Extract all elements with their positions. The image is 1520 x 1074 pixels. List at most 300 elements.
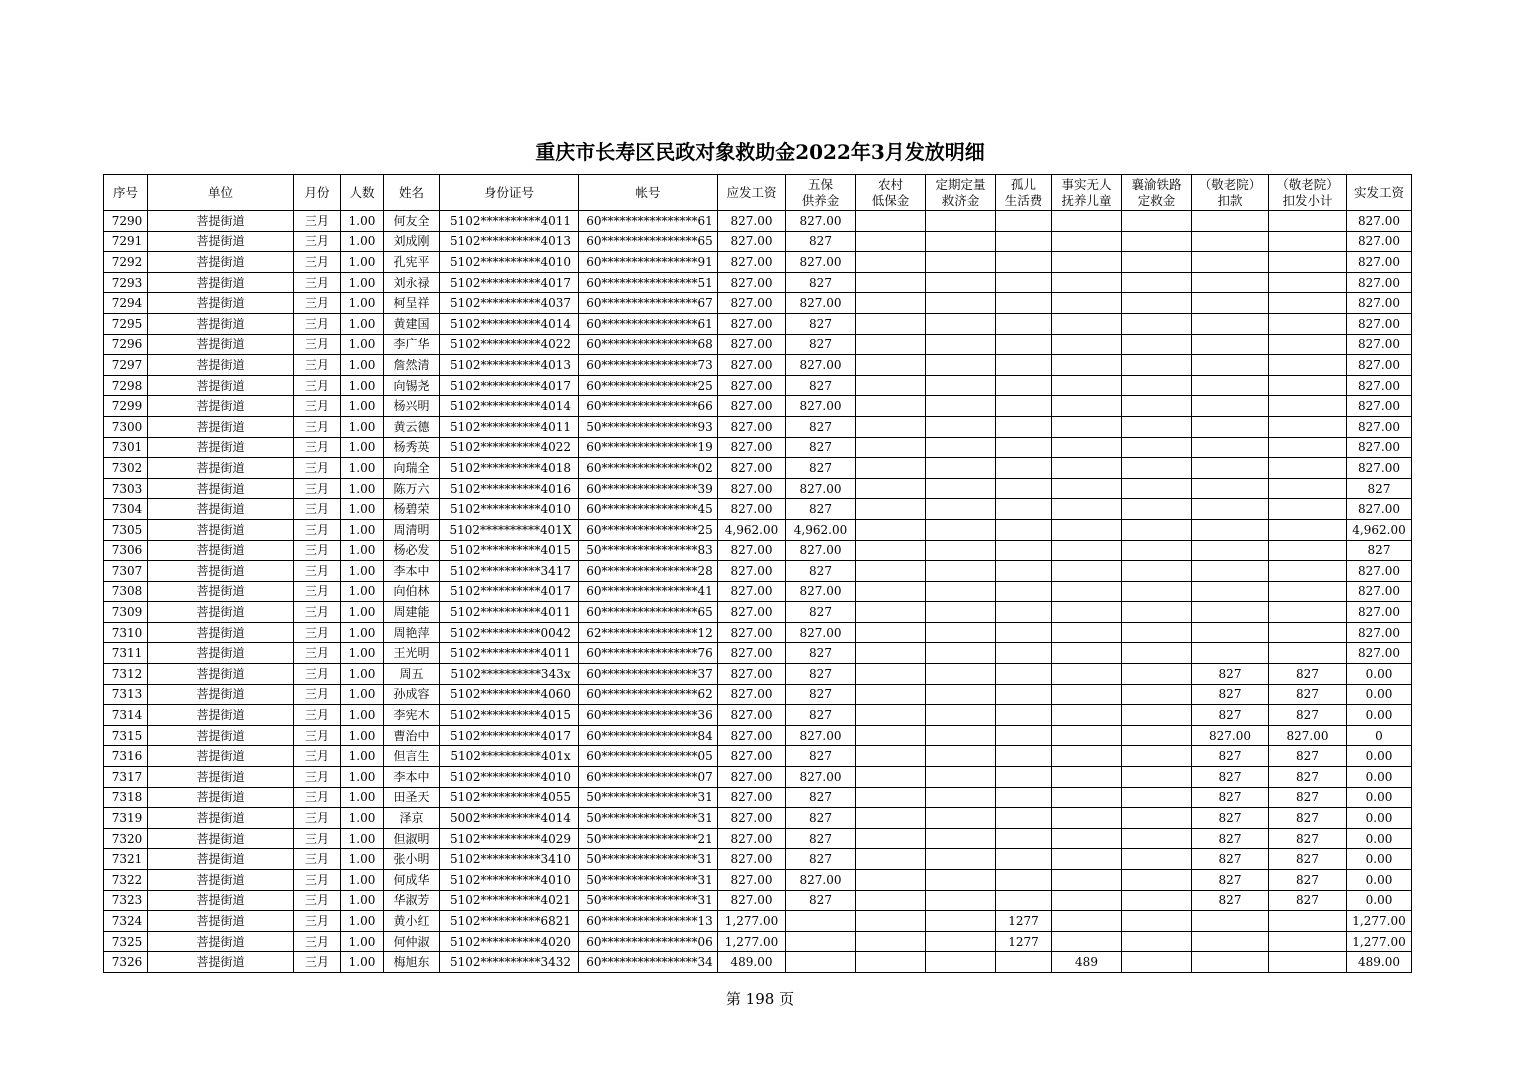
table-cell — [856, 540, 926, 561]
table-cell: 827.00 — [1347, 334, 1412, 355]
table-cell: 827.00 — [786, 581, 856, 602]
table-cell — [926, 458, 996, 479]
table-cell: 5102**********4014 — [440, 396, 579, 417]
table-cell: 三月 — [294, 705, 341, 726]
table-cell — [1122, 396, 1192, 417]
table-cell — [926, 334, 996, 355]
table-cell — [786, 911, 856, 932]
table-row — [104, 664, 1412, 685]
table-cell: 黄小红 — [384, 911, 440, 932]
table-cell — [1122, 231, 1192, 252]
table-cell: 5102**********4011 — [440, 602, 579, 623]
table-cell — [856, 252, 926, 273]
table-cell: 5102**********4015 — [440, 705, 579, 726]
table-cell — [926, 849, 996, 870]
table-cell: 5102**********4055 — [440, 787, 579, 808]
table-cell — [926, 911, 996, 932]
table-cell — [996, 643, 1052, 664]
table-cell: 827 — [1269, 870, 1347, 891]
table-cell: 7318 — [104, 787, 148, 808]
table-cell — [1269, 211, 1347, 232]
page-title: 重庆市长寿区民政对象救助金2022年3月发放明细 — [535, 140, 985, 164]
table-cell: 5102**********4010 — [440, 499, 579, 520]
table-cell: 1.00 — [341, 375, 384, 396]
table-cell: 菩提街道 — [148, 952, 294, 973]
table-cell — [1052, 602, 1122, 623]
table-cell — [926, 767, 996, 788]
table-cell: 60****************39 — [579, 478, 718, 499]
table-cell — [996, 519, 1052, 540]
table-cell: 60****************91 — [579, 252, 718, 273]
table-cell: 7311 — [104, 643, 148, 664]
table-cell — [926, 561, 996, 582]
table-cell: 菩提街道 — [148, 828, 294, 849]
table-cell — [996, 355, 1052, 376]
table-cell — [1122, 313, 1192, 334]
table-cell: 827.00 — [1347, 293, 1412, 314]
table-cell: 827 — [786, 272, 856, 293]
table-row — [104, 870, 1412, 891]
table-cell — [856, 643, 926, 664]
table-cell: 60****************67 — [579, 293, 718, 314]
table-cell — [926, 540, 996, 561]
table-row — [104, 499, 1412, 520]
table-cell: 4,962.00 — [718, 519, 786, 540]
table-cell: 827.00 — [718, 684, 786, 705]
table-cell: 三月 — [294, 664, 341, 685]
table-cell: 50****************21 — [579, 828, 718, 849]
table-cell: 1.00 — [341, 664, 384, 685]
table-cell: 827 — [1269, 705, 1347, 726]
table-cell: 菩提街道 — [148, 458, 294, 479]
table-cell — [1052, 725, 1122, 746]
table-cell — [926, 602, 996, 623]
table-cell: 三月 — [294, 911, 341, 932]
table-cell: 827 — [786, 684, 856, 705]
table-cell: 1.00 — [341, 272, 384, 293]
table-cell: 827.00 — [718, 581, 786, 602]
table-cell — [926, 355, 996, 376]
column-header-text: 供养金 — [801, 192, 840, 208]
table-cell: 菩提街道 — [148, 211, 294, 232]
table-cell: 菩提街道 — [148, 437, 294, 458]
table-cell — [1052, 437, 1122, 458]
table-cell — [1192, 952, 1269, 973]
table-cell: 827 — [1192, 705, 1269, 726]
column-header — [718, 175, 786, 211]
table-cell: 60****************07 — [579, 767, 718, 788]
table-cell: 827.00 — [1347, 561, 1412, 582]
table-cell — [996, 602, 1052, 623]
table-cell — [996, 416, 1052, 437]
table-cell: 1.00 — [341, 870, 384, 891]
table-cell: 7312 — [104, 664, 148, 685]
table-cell: 1.00 — [341, 787, 384, 808]
column-header — [1347, 175, 1412, 211]
table-cell: 三月 — [294, 746, 341, 767]
table-cell: 7323 — [104, 890, 148, 911]
table-cell: 7324 — [104, 911, 148, 932]
table-cell — [1122, 787, 1192, 808]
table-row — [104, 375, 1412, 396]
table-cell: 827.00 — [786, 725, 856, 746]
table-cell: 三月 — [294, 478, 341, 499]
table-cell: 1.00 — [341, 231, 384, 252]
table-cell: 60****************65 — [579, 231, 718, 252]
table-cell — [1052, 808, 1122, 829]
table-cell — [1052, 231, 1122, 252]
table-cell: 827 — [1269, 828, 1347, 849]
table-cell: 827 — [786, 499, 856, 520]
table-cell: 827.00 — [786, 540, 856, 561]
table-cell: 三月 — [294, 787, 341, 808]
table-cell: 杨必发 — [384, 540, 440, 561]
table-cell — [926, 643, 996, 664]
table-cell: 三月 — [294, 231, 341, 252]
table-cell — [996, 437, 1052, 458]
table-cell: 50****************83 — [579, 540, 718, 561]
table-cell: 7315 — [104, 725, 148, 746]
table-cell: 菩提街道 — [148, 602, 294, 623]
table-cell: 菩提街道 — [148, 643, 294, 664]
table-cell: 5102**********4017 — [440, 375, 579, 396]
table-row — [104, 355, 1412, 376]
table-cell: 4,962.00 — [786, 519, 856, 540]
page-number: 第 198 页 — [725, 990, 795, 1008]
table-cell: 1.00 — [341, 931, 384, 952]
table-cell — [926, 499, 996, 520]
table-cell — [926, 437, 996, 458]
table-cell: 827 — [786, 808, 856, 829]
table-cell: 827.00 — [1269, 725, 1347, 746]
table-cell: 827 — [1269, 808, 1347, 829]
table-cell — [1269, 272, 1347, 293]
table-cell: 7290 — [104, 211, 148, 232]
column-header-text: 月份 — [304, 184, 330, 200]
table-cell: 827 — [1269, 767, 1347, 788]
table-row — [104, 211, 1412, 232]
column-header-text: 应发工资 — [726, 184, 777, 200]
table-cell: 5102**********4011 — [440, 416, 579, 437]
table-cell: 田圣天 — [384, 787, 440, 808]
table-cell: 三月 — [294, 211, 341, 232]
table-cell: 7321 — [104, 849, 148, 870]
table-cell: 827.00 — [718, 787, 786, 808]
table-cell: 1,277.00 — [718, 911, 786, 932]
table-cell: 菩提街道 — [148, 293, 294, 314]
relief-payment-table — [103, 174, 1412, 973]
table-cell: 827 — [786, 375, 856, 396]
table-cell: 60****************28 — [579, 561, 718, 582]
table-cell — [1122, 211, 1192, 232]
table-cell: 827.00 — [786, 211, 856, 232]
table-cell: 5102**********4022 — [440, 334, 579, 355]
table-cell: 0.00 — [1347, 767, 1412, 788]
table-cell: 7301 — [104, 437, 148, 458]
table-cell: 827.00 — [1347, 581, 1412, 602]
table-cell: 三月 — [294, 725, 341, 746]
table-cell: 0.00 — [1347, 664, 1412, 685]
table-cell: 827 — [786, 705, 856, 726]
table-cell: 1.00 — [341, 416, 384, 437]
table-cell: 827.00 — [718, 725, 786, 746]
column-header — [856, 175, 926, 211]
table-row — [104, 458, 1412, 479]
table-cell — [1192, 211, 1269, 232]
table-cell — [926, 746, 996, 767]
table-cell — [1122, 684, 1192, 705]
table-cell: 1.00 — [341, 458, 384, 479]
table-cell: 何成华 — [384, 870, 440, 891]
table-cell — [926, 231, 996, 252]
table-cell — [1052, 931, 1122, 952]
table-cell: 827 — [1192, 664, 1269, 685]
table-cell: 三月 — [294, 849, 341, 870]
table-cell: 1277 — [996, 911, 1052, 932]
table-cell: 三月 — [294, 622, 341, 643]
table-cell: 827 — [786, 828, 856, 849]
table-cell: 827.00 — [718, 231, 786, 252]
table-cell — [1192, 375, 1269, 396]
table-cell — [1269, 931, 1347, 952]
table-cell — [1192, 355, 1269, 376]
table-cell — [996, 808, 1052, 829]
table-row — [104, 293, 1412, 314]
table-cell: 827.00 — [786, 767, 856, 788]
table-cell: 827.00 — [786, 478, 856, 499]
table-row — [104, 849, 1412, 870]
table-row — [104, 396, 1412, 417]
table-row — [104, 911, 1412, 932]
table-cell — [996, 787, 1052, 808]
table-cell: 827.00 — [718, 293, 786, 314]
table-cell: 827.00 — [1347, 355, 1412, 376]
column-header-text: 帐号 — [635, 184, 661, 200]
table-cell: 827.00 — [718, 313, 786, 334]
table-cell: 向锡尧 — [384, 375, 440, 396]
table-cell: 菩提街道 — [148, 231, 294, 252]
column-header-text: 身份证号 — [483, 184, 534, 200]
table-cell: 827 — [786, 643, 856, 664]
table-cell — [1052, 416, 1122, 437]
table-cell — [926, 787, 996, 808]
table-cell — [1122, 643, 1192, 664]
table-cell: 但淑明 — [384, 828, 440, 849]
table-cell: 菩提街道 — [148, 890, 294, 911]
table-cell — [856, 396, 926, 417]
table-cell — [1269, 375, 1347, 396]
table-cell: 三月 — [294, 643, 341, 664]
table-cell: 1.00 — [341, 746, 384, 767]
table-cell — [926, 725, 996, 746]
table-cell — [1052, 643, 1122, 664]
table-cell — [1052, 313, 1122, 334]
table-cell — [996, 664, 1052, 685]
table-cell: 50****************31 — [579, 849, 718, 870]
table-cell: 827.00 — [718, 622, 786, 643]
table-cell — [996, 725, 1052, 746]
table-cell — [996, 581, 1052, 602]
table-cell: 827.00 — [718, 849, 786, 870]
table-cell — [926, 478, 996, 499]
table-cell: 827 — [786, 664, 856, 685]
table-cell — [1192, 931, 1269, 952]
table-cell — [1122, 540, 1192, 561]
table-cell: 827.00 — [718, 808, 786, 829]
table-cell: 50****************31 — [579, 870, 718, 891]
table-cell — [1192, 313, 1269, 334]
table-cell: 50****************31 — [579, 890, 718, 911]
table-cell — [1192, 540, 1269, 561]
column-header — [148, 175, 294, 211]
table-cell — [856, 952, 926, 973]
table-cell — [996, 622, 1052, 643]
table-cell: 李本中 — [384, 561, 440, 582]
table-cell — [856, 684, 926, 705]
table-cell: 1.00 — [341, 622, 384, 643]
table-cell — [1052, 334, 1122, 355]
table-cell — [1269, 499, 1347, 520]
table-cell: 5102**********4021 — [440, 890, 579, 911]
table-cell: 杨秀英 — [384, 437, 440, 458]
table-cell: 60****************06 — [579, 931, 718, 952]
column-header-text: 姓名 — [398, 184, 424, 200]
table-cell: 5102**********4017 — [440, 725, 579, 746]
table-cell: 827.00 — [718, 458, 786, 479]
table-row — [104, 828, 1412, 849]
column-header-text: 襄渝铁路 — [1131, 176, 1182, 192]
table-cell: 827.00 — [718, 561, 786, 582]
table-cell: 菩提街道 — [148, 808, 294, 829]
column-header-text: 定期定量 — [935, 176, 986, 192]
table-cell: 1.00 — [341, 767, 384, 788]
table-cell — [1122, 437, 1192, 458]
table-cell: 李宪木 — [384, 705, 440, 726]
table-cell: 7305 — [104, 519, 148, 540]
table-cell: 60****************51 — [579, 272, 718, 293]
table-cell: 827 — [786, 602, 856, 623]
table-cell — [856, 746, 926, 767]
table-cell: 0.00 — [1347, 808, 1412, 829]
table-cell: 菩提街道 — [148, 705, 294, 726]
table-cell — [1052, 519, 1122, 540]
table-cell: 曹治中 — [384, 725, 440, 746]
table-cell — [856, 787, 926, 808]
table-cell: 刘成刚 — [384, 231, 440, 252]
table-cell — [1192, 499, 1269, 520]
table-cell — [1122, 622, 1192, 643]
table-cell — [1052, 458, 1122, 479]
column-header — [926, 175, 996, 211]
table-cell — [1122, 664, 1192, 685]
table-cell — [1122, 519, 1192, 540]
table-cell: 1.00 — [341, 293, 384, 314]
table-cell: 5102**********4060 — [440, 684, 579, 705]
table-row — [104, 519, 1412, 540]
table-cell: 5102**********4015 — [440, 540, 579, 561]
table-cell: 三月 — [294, 561, 341, 582]
table-cell — [1052, 272, 1122, 293]
table-cell: 陈万六 — [384, 478, 440, 499]
table-cell — [1122, 828, 1192, 849]
table-cell — [856, 870, 926, 891]
table-cell — [1122, 561, 1192, 582]
table-cell: 菩提街道 — [148, 375, 294, 396]
table-cell: 60****************61 — [579, 211, 718, 232]
table-cell: 60****************45 — [579, 499, 718, 520]
table-cell: 菩提街道 — [148, 396, 294, 417]
table-cell — [996, 396, 1052, 417]
table-cell: 827.00 — [786, 396, 856, 417]
table-cell — [1269, 478, 1347, 499]
table-cell — [996, 499, 1052, 520]
table-cell: 1.00 — [341, 334, 384, 355]
table-cell: 5102**********401X — [440, 519, 579, 540]
table-cell: 827.00 — [718, 272, 786, 293]
table-cell — [1269, 602, 1347, 623]
table-cell: 菩提街道 — [148, 746, 294, 767]
table-cell: 827.00 — [718, 746, 786, 767]
table-cell: 孔宪平 — [384, 252, 440, 273]
table-cell — [1052, 211, 1122, 232]
table-cell: 827 — [1269, 684, 1347, 705]
table-cell — [996, 272, 1052, 293]
table-cell — [1052, 561, 1122, 582]
table-cell — [926, 890, 996, 911]
table-row — [104, 231, 1412, 252]
table-cell — [856, 293, 926, 314]
table-cell — [1052, 787, 1122, 808]
table-cell — [856, 890, 926, 911]
table-cell: 827 — [1192, 828, 1269, 849]
table-cell: 60****************84 — [579, 725, 718, 746]
table-cell — [1122, 334, 1192, 355]
column-header-text: 低保金 — [871, 192, 910, 208]
table-cell: 827 — [1192, 746, 1269, 767]
table-cell: 827 — [1192, 787, 1269, 808]
table-cell: 4,962.00 — [1347, 519, 1412, 540]
table-cell: 5102**********4018 — [440, 458, 579, 479]
table-cell — [856, 561, 926, 582]
table-cell — [996, 375, 1052, 396]
table-row — [104, 643, 1412, 664]
table-cell — [1269, 561, 1347, 582]
table-cell: 50****************31 — [579, 787, 718, 808]
table-cell — [996, 561, 1052, 582]
table-cell — [1269, 355, 1347, 376]
table-cell — [926, 416, 996, 437]
table-cell: 827.00 — [1347, 231, 1412, 252]
table-cell: 827.00 — [1347, 375, 1412, 396]
table-cell: 三月 — [294, 458, 341, 479]
table-cell: 7302 — [104, 458, 148, 479]
table-cell: 三月 — [294, 499, 341, 520]
column-header-text: （敬老院） — [1276, 176, 1339, 192]
table-cell: 60****************34 — [579, 952, 718, 973]
table-cell — [1269, 458, 1347, 479]
table-cell — [1122, 931, 1192, 952]
table-cell — [1192, 911, 1269, 932]
table-cell: 7314 — [104, 705, 148, 726]
table-row — [104, 725, 1412, 746]
table-cell: 7308 — [104, 581, 148, 602]
table-cell — [856, 458, 926, 479]
table-cell — [926, 396, 996, 417]
table-cell: 7297 — [104, 355, 148, 376]
table-cell: 827 — [1269, 746, 1347, 767]
table-cell: 三月 — [294, 684, 341, 705]
table-cell: 5102**********4010 — [440, 767, 579, 788]
